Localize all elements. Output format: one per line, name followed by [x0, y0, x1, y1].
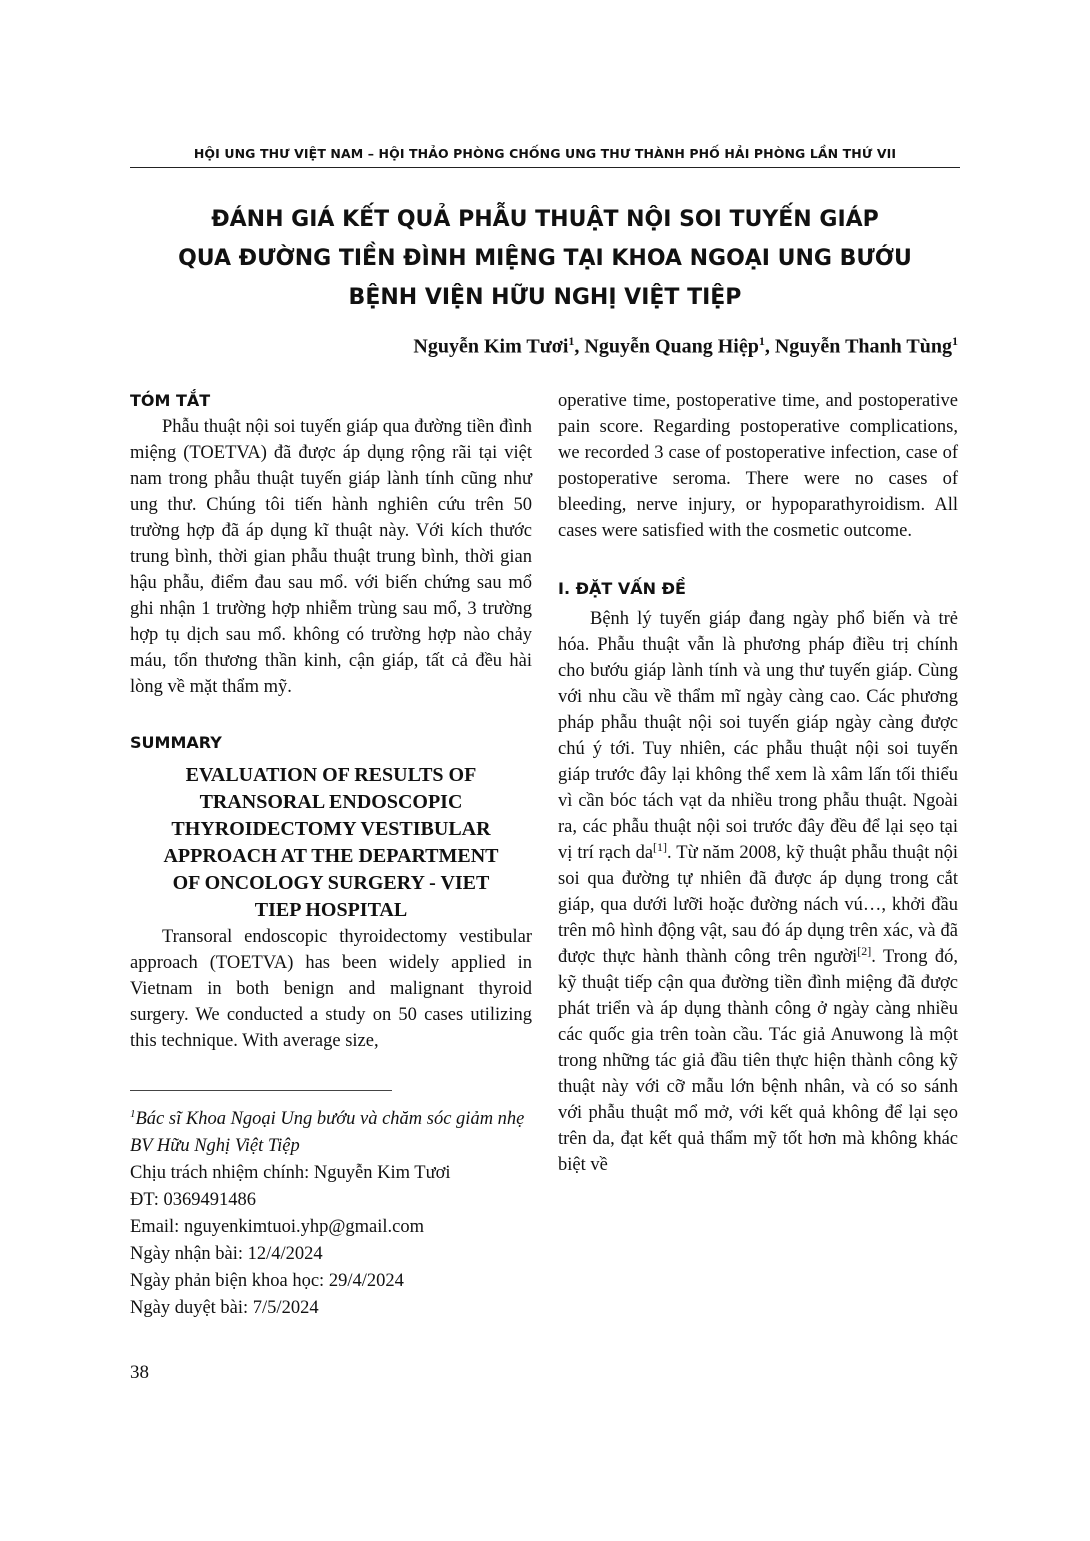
- summary-title-line: TIEP HOSPITAL: [254, 899, 408, 921]
- citation-2: [2]: [857, 943, 872, 958]
- left-column: [130, 388, 532, 1322]
- title-line-3: BỆNH VIỆN HỮU NGHỊ VIỆT TIỆP: [348, 285, 742, 310]
- author-3: Nguyễn Thanh Tùng: [774, 335, 952, 358]
- date-received: Ngày nhận bài: 12/4/2024: [130, 1244, 323, 1265]
- summary-title-line: APPROACH AT THE DEPARTMENT: [163, 845, 499, 867]
- affiliation-mark: 1: [758, 334, 765, 348]
- author-2: Nguyễn Quang Hiệp: [584, 335, 759, 358]
- author-separator: ,: [764, 335, 775, 358]
- introduction-heading: I. ĐẶT VẤN ĐỀ: [558, 579, 686, 598]
- abstract-text: Phẫu thuật nội soi tuyến giáp qua đường tiền đình miệng (TOETVA) đã được áp dụng rộng rãi tại việt nam trong phẫu thuật tuyến giáp lành tính cũng như ung thư. Chúng tôi tiến hành nghiên cứu trên 50 trường hợp đã áp dụng kĩ thuật này. Với kích thước trung bình, thời gian phẫu thuật trung bình, thời gian hậu phẫu, điểm đau sau mổ. với biến chứng sau mổ ghi nhận 1 trường hợp nhiễm trùng sau mổ, 3 trường hợp tụ dịch sau mổ. không có trường hợp nào chảy máu, tổn thương thần kinh, cận giáp, tất cả đều hài lòng về mặt thẩm mỹ.: [130, 417, 532, 697]
- right-column: [558, 388, 958, 1178]
- affiliation-mark: 1: [568, 334, 575, 348]
- introduction-text: [558, 606, 958, 1178]
- intro-text-part: . Trong đó, kỹ thuật tiếp cận qua đường tiền đình miệng đã được phát triển và áp dụng thành công ở ngày càng nhiều các quốc gia trên toàn cầu. Tác giả Anuwong là một trong những tác giả đầu tiên thực hiện thành công kỹ thuật này với cỡ mẫu lớn bệnh nhân, và có so sánh với phẫu thuật mổ mở, với kết quả không để lại sẹo trên da, đạt kết quả thẩm mỹ tốt hơn mà không khác biệt về: [558, 947, 958, 1175]
- running-head: HỘI UNG THƯ VIỆT NAM – HỘI THẢO PHÒNG CHỐNG UNG THƯ THÀNH PHỐ HẢI PHÒNG LẦN THỨ VII: [193, 146, 897, 161]
- title-line-1: ĐÁNH GIÁ KẾT QUẢ PHẪU THUẬT NỘI SOI TUYẾN GIÁP: [211, 207, 879, 232]
- summary-title-line: OF ONCOLOGY SURGERY - VIET: [172, 872, 490, 894]
- summary-title-line: TRANSORAL ENDOSCOPIC: [199, 791, 463, 813]
- author-line: [413, 334, 958, 359]
- footnote-affiliation: [130, 1101, 532, 1160]
- intro-text-part: . Từ năm 2008, kỹ thuật phẫu thuật nội soi qua đường tự nhiên đã được áp dụng trong cắt giáp, qua dưới lưỡi hoặc đường nách vú…, khởi đầu trên mô hình động vật, sau đó áp dụng trên xác, và đã được thực hành thành công trên người: [558, 843, 958, 967]
- abstract-heading: TÓM TẮT: [130, 391, 211, 410]
- date-reviewed: Ngày phản biện khoa học: 29/4/2024: [130, 1271, 404, 1292]
- page-number: 38: [130, 1362, 149, 1383]
- author-1: Nguyễn Kim Tươi: [413, 335, 569, 358]
- author-separator: ,: [574, 335, 585, 358]
- affiliation-text: Bác sĩ Khoa Ngoại Ung bướu và chăm sóc giảm nhẹ BV Hữu Nghị Việt Tiệp: [130, 1109, 525, 1157]
- email-address: Email: nguyenkimtuoi.yhp@gmail.com: [130, 1217, 424, 1238]
- footnote: [130, 1101, 532, 1322]
- summary-text-start: Transoral endoscopic thyroidectomy vestibular approach (TOETVA) has been widely applied in Vietnam in both benign and malignant thyroid surgery. We conducted a study on 50 cases utilizing this technique. With average size,: [130, 927, 532, 1051]
- footnote-mark: 1: [130, 1108, 136, 1120]
- date-accepted: Ngày duyệt bài: 7/5/2024: [130, 1298, 319, 1319]
- citation-1: [1]: [653, 839, 668, 854]
- title-line-2: QUA ĐƯỜNG TIỀN ĐÌNH MIỆNG TẠI KHOA NGOẠI UNG BƯỚU: [178, 246, 912, 271]
- footnote-rule: [130, 1090, 392, 1091]
- summary-title-line: EVALUATION OF RESULTS OF: [185, 764, 477, 786]
- summary-title: [130, 762, 532, 924]
- summary-title-line: THYROIDECTOMY VESTIBULAR: [171, 818, 491, 840]
- affiliation-mark: 1: [952, 334, 958, 348]
- summary-heading: SUMMARY: [130, 733, 222, 752]
- intro-text-part: Bệnh lý tuyến giáp đang ngày phổ biến và trẻ hóa. Phẫu thuật vẫn là phương pháp điều trị chính cho bướu giáp lành tính và ung thư tuyến giáp. Cùng với nhu cầu về thẩm mĩ ngày càng cao. Các phương pháp phẫu thuật nội soi tuyến giáp ngày càng được chú ý tới. Tuy nhiên, các phẫu thuật nội soi tuyến giáp trước đây lại không thể xem là xâm lấn tối thiểu vì cần bóc tách vạt da nhiều trong phẫu thuật. Ngoài ra, các phẫu thuật nội soi trước đây đều để lại sẹo tại vị trí rạch da: [558, 609, 958, 863]
- article-title: [130, 200, 960, 317]
- summary-text-continued: operative time, postoperative time, and postoperative pain score. Regarding postoperative complications, we recorded 3 case of postoperative infection, case of postoperative seroma. There were no cases of bleeding, nerve injury, or hypoparathyroidism. All cases were satisfied with the cosmetic outcome.: [558, 391, 958, 541]
- phone-number: ĐT: 0369491486: [130, 1190, 257, 1211]
- corresponding-author: Chịu trách nhiệm chính: Nguyễn Kim Tươi: [130, 1163, 451, 1184]
- header-rule: [130, 167, 960, 168]
